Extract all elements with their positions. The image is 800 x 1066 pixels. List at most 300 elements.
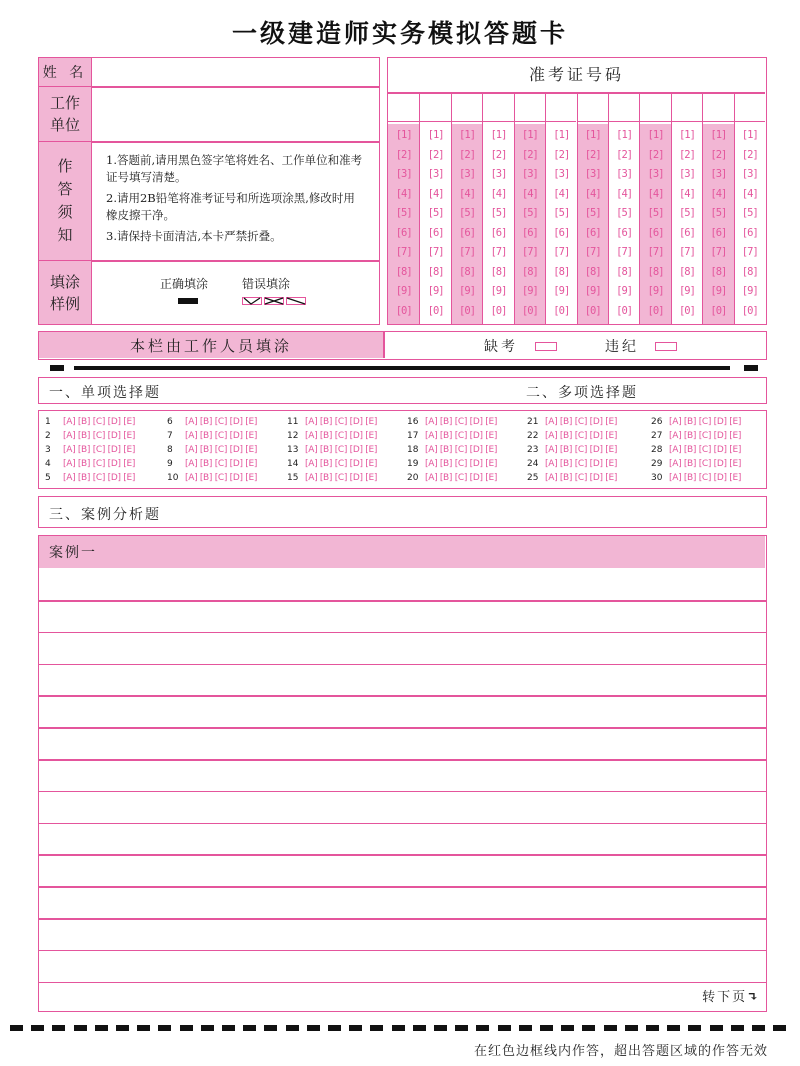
choice-question-row[interactable]	[407, 429, 497, 443]
question-number: 15	[287, 473, 299, 483]
question-number: 18	[407, 445, 419, 455]
choice-question-row[interactable]	[527, 415, 617, 429]
id-digit-bubble[interactable]: [8]	[616, 265, 633, 278]
id-digit-column	[734, 93, 765, 324]
id-digit-bubble[interactable]: [3]	[710, 168, 727, 180]
sample-area	[91, 261, 379, 324]
notice-label: 作答须知	[39, 142, 91, 260]
timing-mark	[413, 1025, 426, 1031]
id-digit-bubble[interactable]: [5]	[584, 207, 601, 219]
id-digit-write-box[interactable]	[483, 93, 513, 122]
timing-mark	[222, 1025, 235, 1031]
id-digit-bubble[interactable]: [2]	[710, 148, 727, 161]
option-bubbles[interactable]: [A] [B] [C] [D] [E]	[305, 473, 378, 483]
footer-note: 在红色边框线内作答，超出答题区域的作答无效	[473, 1044, 768, 1059]
timing-mark	[540, 1025, 553, 1031]
id-digit-write-box[interactable]	[609, 93, 639, 122]
option-bubbles[interactable]: [A] [B] [C] [D] [E]	[545, 417, 618, 427]
next-page-label: 转下页↴	[702, 990, 760, 1005]
id-digit-bubble[interactable]: [0]	[710, 304, 727, 317]
option-bubbles[interactable]: [A] [B] [C] [D] [E]	[185, 445, 258, 455]
question-number: 23	[527, 445, 539, 455]
id-digit-write-box[interactable]	[735, 93, 765, 122]
id-digit-bubble[interactable]: [2]	[553, 148, 570, 161]
choice-question-row[interactable]	[45, 471, 135, 485]
id-digit-bubble[interactable]: [6]	[647, 226, 664, 239]
id-digit-bubble[interactable]: [9]	[616, 285, 633, 297]
option-bubbles[interactable]: [A] [B] [C] [D] [E]	[669, 417, 742, 427]
choice-question-row[interactable]	[651, 457, 741, 471]
id-digit-bubble[interactable]: [4]	[395, 187, 412, 200]
id-digit-bubble[interactable]: [4]	[490, 187, 507, 200]
sample-label: 填涂样例	[39, 261, 91, 324]
case1-header	[39, 536, 765, 568]
id-digit-bubble[interactable]: [6]	[395, 226, 412, 239]
id-digit-bubble[interactable]: [3]	[741, 168, 758, 180]
id-digit-bubble[interactable]: [0]	[678, 304, 695, 317]
timing-mark	[561, 1025, 574, 1031]
id-digit-bubble[interactable]: [4]	[616, 187, 633, 200]
id-digit-bubble[interactable]: [5]	[459, 207, 476, 219]
id-digit-bubble[interactable]: [6]	[616, 226, 633, 239]
id-digit-bubble[interactable]: [8]	[647, 265, 664, 278]
choice-question-row[interactable]	[167, 429, 257, 443]
option-bubbles[interactable]: [A] [B] [C] [D] [E]	[63, 431, 136, 441]
id-digit-bubble[interactable]: [0]	[616, 304, 633, 317]
timing-mark	[625, 1025, 638, 1031]
id-digit-bubble[interactable]: [2]	[490, 148, 507, 161]
question-number: 19	[407, 459, 419, 469]
choice-question-row[interactable]	[527, 429, 617, 443]
id-digit-bubble[interactable]: [9]	[459, 285, 476, 297]
id-digit-bubble[interactable]: [2]	[678, 148, 695, 161]
id-digit-bubble[interactable]: [3]	[584, 168, 601, 180]
notice-item: 3.请保持卡面清洁,本卡严禁折叠。	[106, 229, 282, 243]
answer-line	[39, 695, 767, 697]
choice-question-row[interactable]	[167, 415, 257, 429]
id-digit-bubble[interactable]: [2]	[521, 148, 538, 161]
id-digit-bubble[interactable]: [5]	[490, 207, 507, 219]
timing-mark	[328, 1025, 341, 1031]
id-digit-bubble[interactable]: [8]	[678, 265, 695, 278]
id-digit-bubble[interactable]: [9]	[741, 285, 758, 297]
id-digit-bubble[interactable]: [1]	[521, 129, 538, 141]
choice-question-row[interactable]	[167, 457, 257, 471]
id-digit-bubble[interactable]: [5]	[395, 207, 412, 219]
choice-column	[527, 415, 617, 485]
option-bubbles[interactable]: [A] [B] [C] [D] [E]	[545, 431, 618, 441]
choice-question-row[interactable]	[45, 443, 135, 457]
question-number: 8	[167, 445, 173, 455]
single-choice-title: 一、单项选择题	[49, 385, 161, 401]
option-bubbles[interactable]: [A] [B] [C] [D] [E]	[185, 459, 258, 469]
option-bubbles[interactable]: [A] [B] [C] [D] [E]	[545, 459, 618, 469]
id-digit-write-box[interactable]	[672, 93, 702, 122]
option-bubbles[interactable]: [A] [B] [C] [D] [E]	[425, 417, 498, 427]
option-bubbles[interactable]: [A] [B] [C] [D] [E]	[425, 431, 498, 441]
id-digit-bubble[interactable]: [9]	[584, 285, 601, 297]
answer-line	[39, 664, 767, 666]
timing-bar	[74, 366, 730, 370]
timing-mark	[744, 365, 758, 371]
timing-mark	[116, 1025, 129, 1031]
question-number: 27	[651, 431, 663, 441]
choice-question-row[interactable]	[287, 457, 377, 471]
id-digit-bubble[interactable]: [3]	[553, 168, 570, 180]
id-digit-bubble[interactable]: [9]	[553, 285, 570, 297]
info-block	[38, 57, 380, 325]
choice-column	[287, 415, 377, 485]
choice-question-row[interactable]	[287, 429, 377, 443]
id-digit-bubble[interactable]: [7]	[521, 246, 538, 258]
id-digit-bubble[interactable]: [1]	[584, 129, 601, 141]
timing-mark	[307, 1025, 320, 1031]
question-number: 28	[651, 445, 663, 455]
id-digit-bubble[interactable]: [3]	[678, 168, 695, 180]
choice-question-row[interactable]	[287, 471, 377, 485]
id-digit-bubble[interactable]: [0]	[584, 304, 601, 317]
id-digit-bubble[interactable]: [2]	[459, 148, 476, 161]
id-digit-write-box[interactable]	[546, 93, 576, 122]
question-number: 5	[45, 473, 51, 483]
id-digit-bubble[interactable]: [8]	[584, 265, 601, 278]
id-digit-bubble[interactable]: [2]	[647, 148, 664, 161]
id-digit-bubble[interactable]: [5]	[616, 207, 633, 219]
id-digit-bubble[interactable]: [1]	[459, 129, 476, 141]
timing-mark	[137, 1025, 150, 1031]
question-number: 2	[45, 431, 51, 441]
id-digit-bubble[interactable]: [9]	[395, 285, 412, 297]
id-digit-bubble[interactable]: [3]	[521, 168, 538, 180]
choice-question-row[interactable]	[527, 471, 617, 485]
id-digit-bubble[interactable]: [4]	[521, 187, 538, 200]
option-bubbles[interactable]: [A] [B] [C] [D] [E]	[305, 445, 378, 455]
id-digit-bubble[interactable]: [4]	[553, 187, 570, 200]
id-digit-bubble[interactable]: [0]	[395, 304, 412, 317]
timing-mark	[74, 1025, 87, 1031]
question-number: 20	[407, 473, 419, 483]
id-digit-bubble[interactable]: [7]	[741, 246, 758, 258]
id-digit-bubble[interactable]: [8]	[741, 265, 758, 278]
id-digit-bubble[interactable]: [4]	[678, 187, 695, 200]
case-analysis-title: 三、案例分析题	[49, 507, 161, 523]
choice-question-row[interactable]	[651, 443, 741, 457]
id-digit-write-box[interactable]	[578, 93, 608, 122]
id-digit-bubble[interactable]: [5]	[553, 207, 570, 219]
question-number: 24	[527, 459, 539, 469]
id-digit-bubble[interactable]: [1]	[741, 129, 758, 141]
id-digit-bubble[interactable]: [1]	[553, 129, 570, 141]
absent-label: 缺考	[484, 339, 518, 355]
id-digit-bubble[interactable]: [3]	[395, 168, 412, 180]
choice-question-row[interactable]	[167, 443, 257, 457]
option-bubbles[interactable]: [A] [B] [C] [D] [E]	[305, 431, 378, 441]
choice-question-row[interactable]	[45, 457, 135, 471]
absent-checkbox[interactable]	[535, 342, 557, 351]
answer-line	[39, 632, 767, 634]
id-digit-bubble[interactable]: [9]	[490, 285, 507, 297]
id-digit-bubble[interactable]: [1]	[616, 129, 633, 141]
id-digit-bubble[interactable]: [1]	[647, 129, 664, 141]
id-digit-bubble[interactable]: [4]	[710, 187, 727, 200]
id-digit-bubble[interactable]: [2]	[616, 148, 633, 161]
question-number: 14	[287, 459, 299, 469]
id-digit-bubble[interactable]: [1]	[395, 129, 412, 141]
timing-mark	[392, 1025, 405, 1031]
question-number: 30	[651, 473, 663, 483]
question-number: 29	[651, 459, 663, 469]
staff-label: 本栏由工作人员填涂	[39, 332, 383, 358]
question-number: 10	[167, 473, 179, 483]
option-bubbles[interactable]: [A] [B] [C] [D] [E]	[545, 473, 618, 483]
option-bubbles[interactable]: [A] [B] [C] [D] [E]	[63, 473, 136, 483]
id-digit-bubble[interactable]: [1]	[427, 129, 444, 141]
timing-mark	[646, 1025, 659, 1031]
staff-row	[38, 331, 767, 360]
id-digit-bubble[interactable]: [6]	[678, 226, 695, 239]
exam-id-label: 准考证号码	[528, 65, 624, 84]
id-digit-bubble[interactable]: [2]	[427, 148, 444, 161]
option-bubbles[interactable]: [A] [B] [C] [D] [E]	[63, 417, 136, 427]
choice-header	[38, 377, 767, 404]
id-digit-bubble[interactable]: [7]	[395, 246, 412, 258]
option-bubbles[interactable]: [A] [B] [C] [D] [E]	[185, 417, 258, 427]
timing-mark	[10, 1025, 23, 1031]
id-digit-bubble[interactable]: [8]	[427, 265, 444, 278]
id-digit-bubble[interactable]: [6]	[427, 226, 444, 239]
id-digit-write-box[interactable]	[515, 93, 545, 122]
id-digit-bubble[interactable]: [7]	[647, 246, 664, 258]
choice-question-row[interactable]	[651, 415, 741, 429]
id-digit-bubble[interactable]: [4]	[427, 187, 444, 200]
id-digit-column	[514, 93, 545, 324]
choice-question-row[interactable]	[407, 471, 497, 485]
id-digit-column	[671, 93, 702, 324]
id-digit-column	[608, 93, 639, 324]
id-digit-bubble[interactable]: [5]	[427, 207, 444, 219]
id-digit-bubble[interactable]: [7]	[459, 246, 476, 258]
id-digit-bubble[interactable]: [2]	[741, 148, 758, 161]
choice-question-row[interactable]	[407, 457, 497, 471]
choice-question-row[interactable]	[45, 415, 135, 429]
id-digit-bubble[interactable]: [8]	[490, 265, 507, 278]
timing-mark	[731, 1025, 744, 1031]
id-digit-bubble[interactable]: [0]	[553, 304, 570, 317]
id-digit-write-box[interactable]	[703, 93, 733, 122]
question-number: 13	[287, 445, 299, 455]
id-digit-bubble[interactable]: [5]	[678, 207, 695, 219]
id-digit-bubble[interactable]: [4]	[741, 187, 758, 200]
question-number: 26	[651, 417, 663, 427]
id-digit-bubble[interactable]: [6]	[584, 226, 601, 239]
id-digit-bubble[interactable]: [6]	[459, 226, 476, 239]
id-digit-bubble[interactable]: [1]	[678, 129, 695, 141]
timing-mark	[434, 1025, 447, 1031]
question-number: 4	[45, 459, 51, 469]
id-digit-bubble[interactable]: [7]	[490, 246, 507, 258]
option-bubbles[interactable]: [A] [B] [C] [D] [E]	[669, 473, 742, 483]
id-digit-bubble[interactable]: [3]	[459, 168, 476, 180]
page-title: 一级建造师实务模拟答题卡	[231, 19, 568, 48]
id-digit-bubble[interactable]: [2]	[584, 148, 601, 161]
option-bubbles[interactable]: [A] [B] [C] [D] [E]	[185, 473, 258, 483]
id-digit-bubble[interactable]: [0]	[459, 304, 476, 317]
question-number: 6	[167, 417, 173, 427]
unit-field[interactable]	[91, 87, 379, 141]
id-digit-bubble[interactable]: [2]	[395, 148, 412, 161]
choice-question-row[interactable]	[651, 471, 741, 485]
option-bubbles[interactable]: [A] [B] [C] [D] [E]	[545, 445, 618, 455]
answer-line	[39, 759, 767, 761]
id-digit-bubble[interactable]: [3]	[490, 168, 507, 180]
question-number: 12	[287, 431, 299, 441]
question-number: 21	[527, 417, 539, 427]
id-digit-bubble[interactable]: [9]	[427, 285, 444, 297]
answer-line	[39, 823, 767, 825]
wrong-fill-label: 错误填涂	[242, 277, 291, 291]
turn-arrow-icon: ↴	[747, 990, 760, 1005]
question-number: 3	[45, 445, 51, 455]
question-number: 7	[167, 431, 173, 441]
id-digit-column	[639, 93, 670, 324]
id-digit-bubble[interactable]: [0]	[427, 304, 444, 317]
id-digit-bubble[interactable]: [5]	[710, 207, 727, 219]
id-digit-bubble[interactable]: [6]	[710, 226, 727, 239]
id-digit-column	[451, 93, 482, 324]
question-number: 16	[407, 417, 419, 427]
option-bubbles[interactable]: [A] [B] [C] [D] [E]	[305, 417, 378, 427]
choice-column	[45, 415, 135, 485]
option-bubbles[interactable]: [A] [B] [C] [D] [E]	[63, 445, 136, 455]
id-digit-bubble[interactable]: [6]	[741, 226, 758, 239]
choice-question-row[interactable]	[45, 429, 135, 443]
question-number: 1	[45, 417, 51, 427]
id-digit-bubble[interactable]: [7]	[678, 246, 695, 258]
correct-fill-sample	[178, 298, 198, 304]
option-bubbles[interactable]: [A] [B] [C] [D] [E]	[185, 431, 258, 441]
option-bubbles[interactable]: [A] [B] [C] [D] [E]	[669, 431, 742, 441]
id-digit-bubble[interactable]: [9]	[521, 285, 538, 297]
id-digit-bubble[interactable]: [0]	[521, 304, 538, 317]
choice-question-row[interactable]	[407, 443, 497, 457]
id-digit-bubble[interactable]: [7]	[616, 246, 633, 258]
id-digit-bubble[interactable]: [9]	[710, 285, 727, 297]
option-bubbles[interactable]: [A] [B] [C] [D] [E]	[669, 459, 742, 469]
notice-text	[91, 142, 379, 260]
choice-column	[167, 415, 257, 485]
answer-line	[39, 918, 767, 920]
choice-question-row[interactable]	[527, 443, 617, 457]
answer-line	[39, 727, 767, 729]
answer-line	[39, 791, 767, 793]
id-digit-bubble[interactable]: [4]	[459, 187, 476, 200]
id-digit-bubble[interactable]: [3]	[647, 168, 664, 180]
id-digit-bubble[interactable]: [6]	[521, 226, 538, 239]
choice-question-row[interactable]	[167, 471, 257, 485]
choice-column	[407, 415, 497, 485]
id-digit-bubble[interactable]: [8]	[521, 265, 538, 278]
violation-checkbox[interactable]	[655, 342, 677, 351]
id-digit-bubble[interactable]: [5]	[521, 207, 538, 219]
id-digit-bubble[interactable]: [8]	[710, 265, 727, 278]
timing-mark	[455, 1025, 468, 1031]
id-digit-bubble[interactable]: [9]	[647, 285, 664, 297]
exam-id-block	[387, 57, 767, 325]
id-digit-bubble[interactable]: [6]	[490, 226, 507, 239]
id-digit-bubble[interactable]: [7]	[710, 246, 727, 258]
choice-question-row[interactable]	[287, 415, 377, 429]
id-digit-bubble[interactable]: [4]	[647, 187, 664, 200]
answer-line	[39, 982, 767, 984]
option-bubbles[interactable]: [A] [B] [C] [D] [E]	[425, 445, 498, 455]
timing-mark	[604, 1025, 617, 1031]
timing-mark	[498, 1025, 511, 1031]
choice-question-row[interactable]	[527, 457, 617, 471]
id-digit-bubble[interactable]: [8]	[553, 265, 570, 278]
answer-line	[39, 854, 767, 856]
id-digit-write-box[interactable]	[420, 93, 450, 122]
choice-question-row[interactable]	[287, 443, 377, 457]
id-digit-bubble[interactable]: [5]	[647, 207, 664, 219]
id-digit-column	[419, 93, 450, 324]
timing-mark	[667, 1025, 680, 1031]
case-answer-area[interactable]	[38, 535, 767, 1012]
timing-mark	[773, 1025, 786, 1031]
choice-question-row[interactable]	[651, 429, 741, 443]
id-digit-write-box[interactable]	[388, 93, 419, 122]
id-digit-bubble[interactable]: [3]	[616, 168, 633, 180]
id-digit-bubble[interactable]: [0]	[647, 304, 664, 317]
id-digit-write-box[interactable]	[640, 93, 670, 122]
id-digit-bubble[interactable]: [7]	[553, 246, 570, 258]
option-bubbles[interactable]: [A] [B] [C] [D] [E]	[425, 473, 498, 483]
id-digit-bubble[interactable]: [9]	[678, 285, 695, 297]
choice-question-row[interactable]	[407, 415, 497, 429]
id-digit-bubble[interactable]: [7]	[584, 246, 601, 258]
option-bubbles[interactable]: [A] [B] [C] [D] [E]	[669, 445, 742, 455]
id-digit-bubble[interactable]: [8]	[395, 265, 412, 278]
id-digit-bubble[interactable]: [0]	[490, 304, 507, 317]
choice-area	[38, 410, 767, 489]
question-number: 22	[527, 431, 539, 441]
option-bubbles[interactable]: [A] [B] [C] [D] [E]	[63, 459, 136, 469]
id-digit-bubble[interactable]: [1]	[710, 129, 727, 141]
id-digit-bubble[interactable]: [8]	[459, 265, 476, 278]
id-digit-bubble[interactable]: [6]	[553, 226, 570, 239]
id-digit-bubble[interactable]: [4]	[584, 187, 601, 200]
wrong-fill-sample	[242, 297, 306, 306]
name-field[interactable]	[91, 58, 379, 86]
option-bubbles[interactable]: [A] [B] [C] [D] [E]	[305, 459, 378, 469]
question-number: 9	[167, 459, 173, 469]
id-digit-column	[577, 93, 608, 324]
answer-line	[39, 950, 767, 952]
id-digit-bubble[interactable]: [7]	[427, 246, 444, 258]
choice-column	[651, 415, 741, 485]
option-bubbles[interactable]: [A] [B] [C] [D] [E]	[425, 459, 498, 469]
id-digit-bubble[interactable]: [1]	[490, 129, 507, 141]
timing-mark	[476, 1025, 489, 1031]
id-digit-bubble[interactable]: [3]	[427, 168, 444, 180]
answer-line	[39, 886, 767, 888]
id-digit-bubble[interactable]: [0]	[741, 304, 758, 317]
timing-mark	[95, 1025, 108, 1031]
timing-mark	[688, 1025, 701, 1031]
id-digit-bubble[interactable]: [5]	[741, 207, 758, 219]
id-digit-write-box[interactable]	[452, 93, 482, 122]
question-number: 17	[407, 431, 419, 441]
timing-mark	[710, 1025, 723, 1031]
